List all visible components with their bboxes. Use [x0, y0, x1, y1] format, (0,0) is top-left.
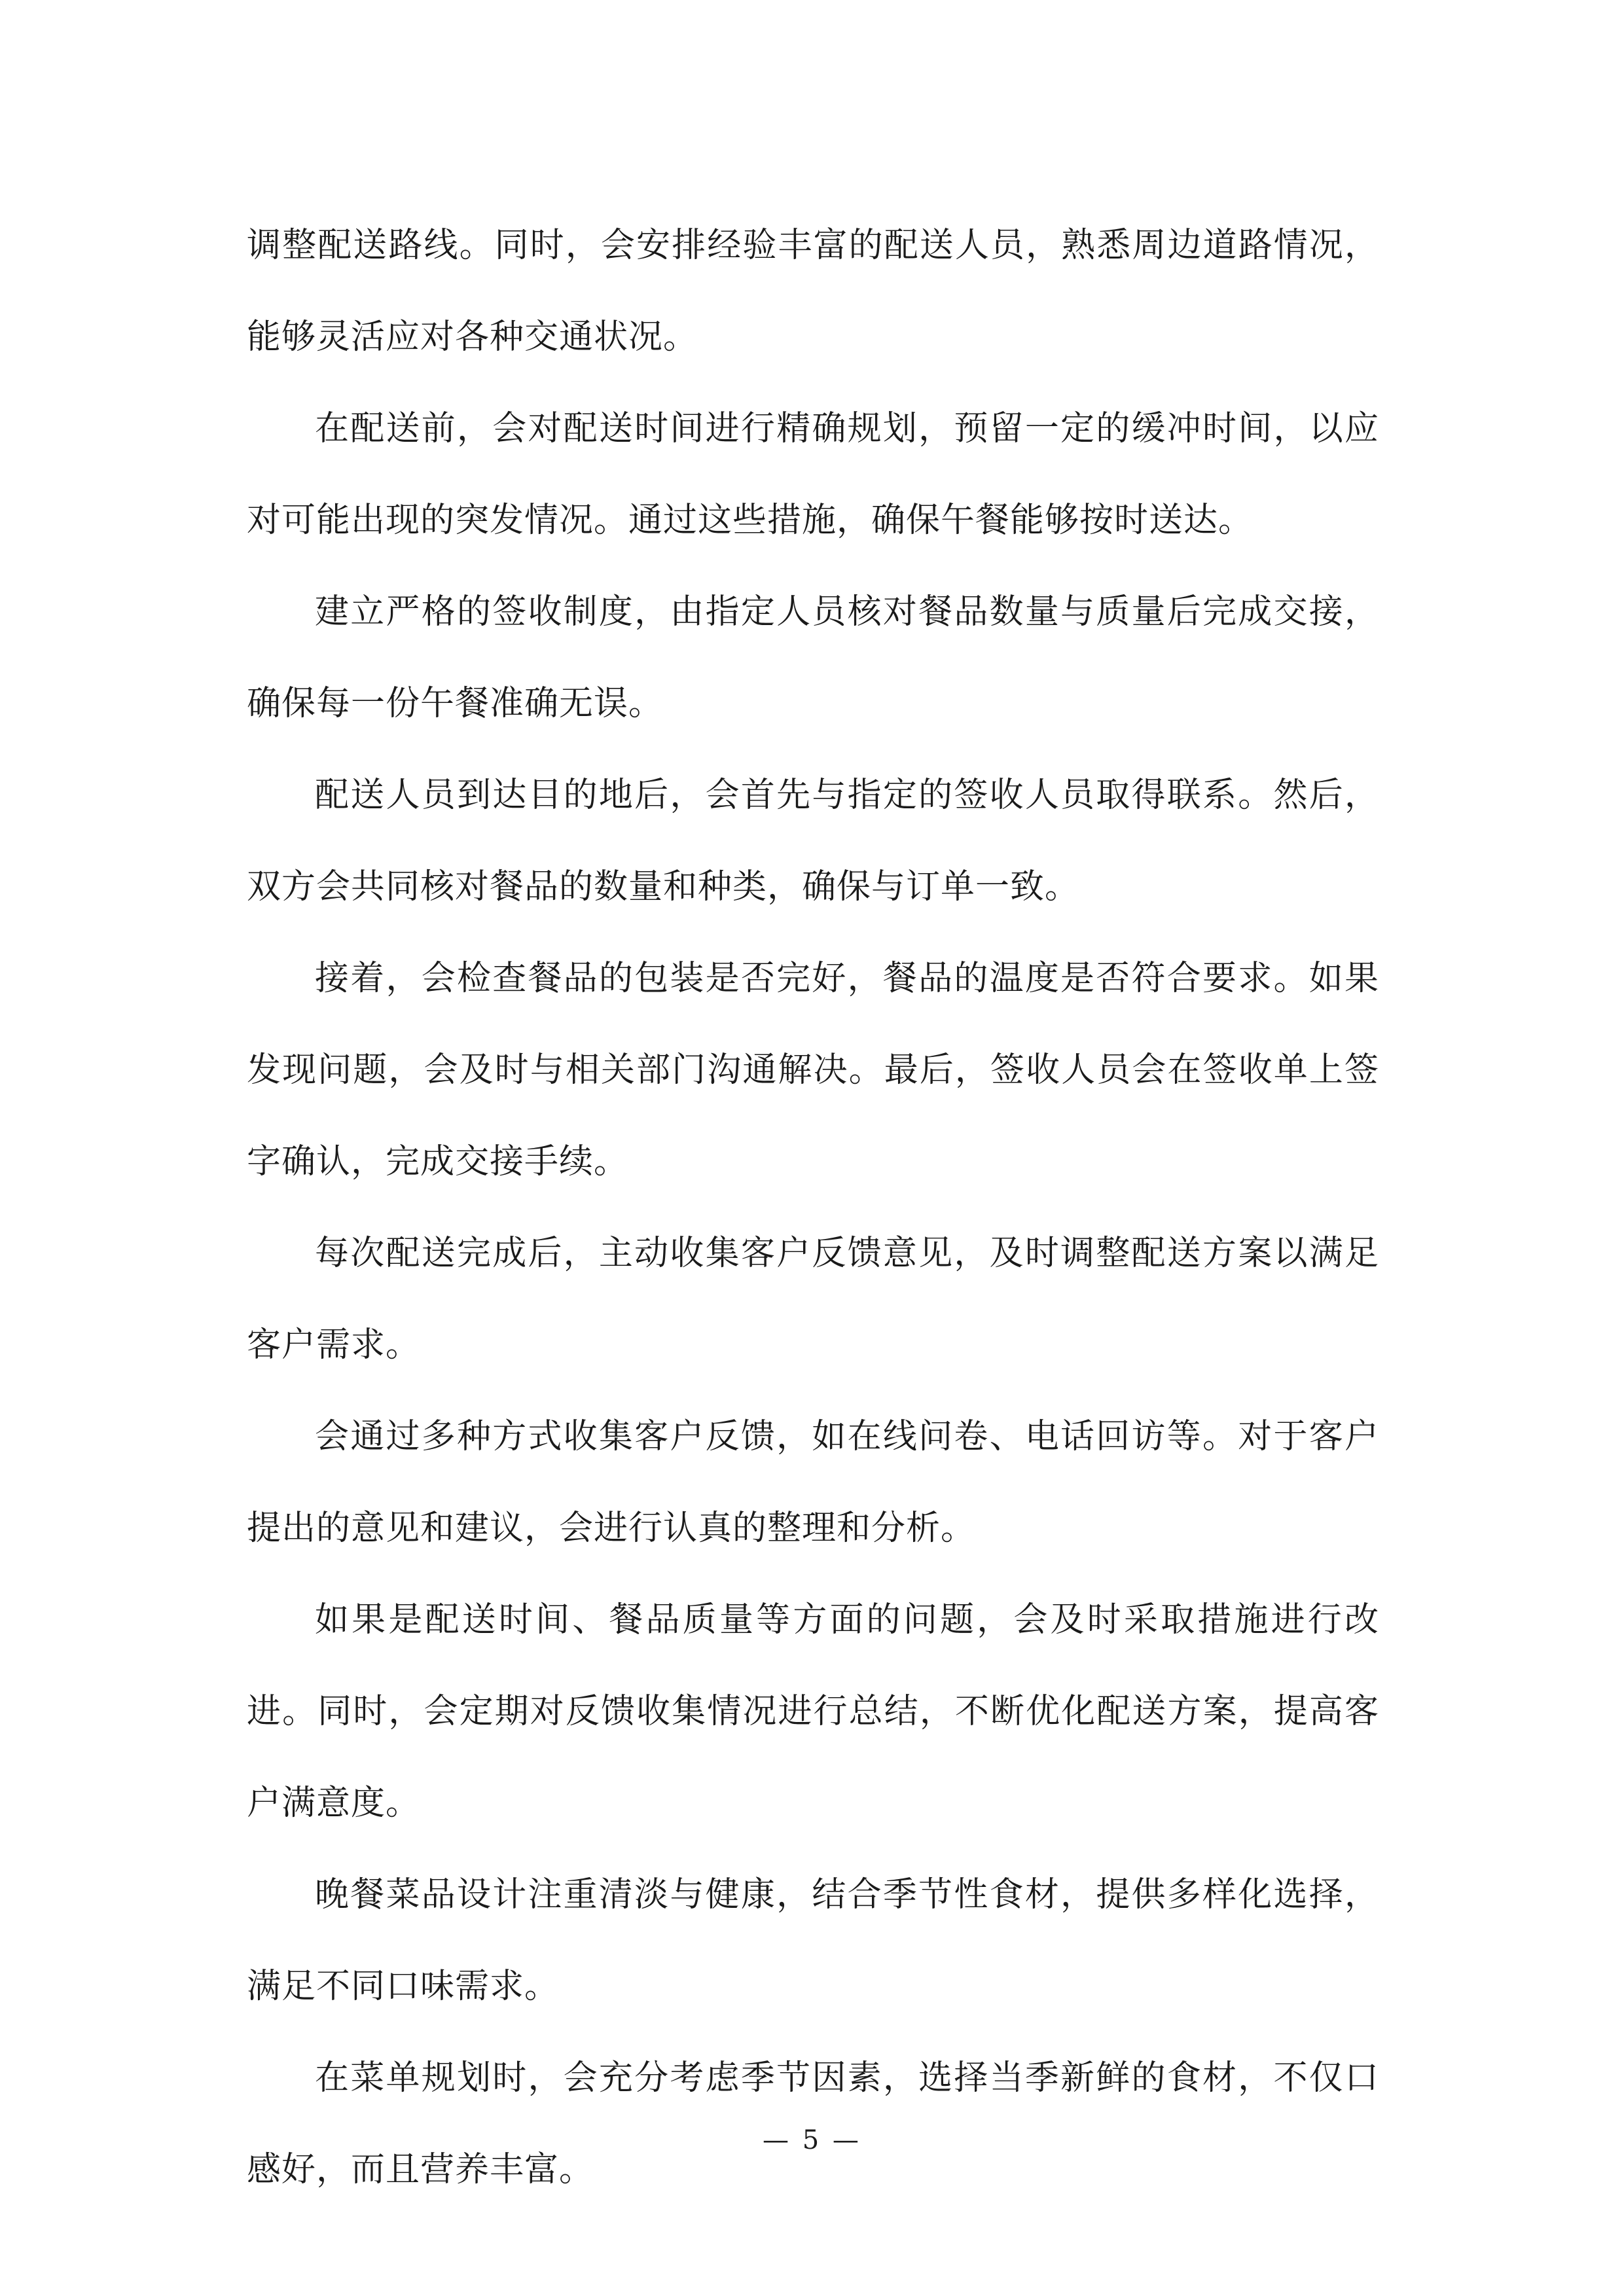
page-number: — 5 —: [763, 2125, 861, 2155]
paragraph-2: 在配送前，会对配送时间进行精确规划，预留一定的缓冲时间，以应对可能出现的突发情况。通过这些措施，确保午餐能够按时送达。: [247, 409, 1379, 540]
paragraph-1: 调整配送路线。同时，会安排经验丰富的配送人员，熟悉周边道路情况，能够灵活应对各种交通状况。: [247, 226, 1379, 357]
paragraph-10: 在菜单规划时，会充分考虑季节因素，选择当季新鲜的食材，不仅口感好，而且营养丰富。: [247, 2058, 1379, 2189]
paragraph-6: 每次配送完成后，主动收集客户反馈意见，及时调整配送方案以满足客户需求。: [247, 1234, 1379, 1365]
paragraph-3: 建立严格的签收制度，由指定人员核对餐品数量与质量后完成交接，确保每一份午餐准确无误。: [247, 592, 1379, 723]
paragraph-7: 会通过多种方式收集客户反馈，如在线问卷、电话回访等。对于客户提出的意见和建议，会进行认真的整理和分析。: [247, 1417, 1379, 1548]
paragraph-5: 接着，会检查餐品的包装是否完好，餐品的温度是否符合要求。如果发现问题，会及时与相关部门沟通解决。最后，签收人员会在签收单上签字确认，完成交接手续。: [247, 959, 1379, 1181]
paragraph-9: 晚餐菜品设计注重清淡与健康，结合季节性食材，提供多样化选择，满足不同口味需求。: [247, 1875, 1379, 2006]
body-text: [247, 200, 1379, 2215]
paragraph-4: 配送人员到达目的地后，会首先与指定的签收人员取得联系。然后，双方会共同核对餐品的数量和种类，确保与订单一致。: [247, 776, 1379, 906]
paragraph-8: 如果是配送时间、餐品质量等方面的问题，会及时采取措施进行改进。同时，会定期对反馈收集情况进行总结，不断优化配送方案，提高客户满意度。: [247, 1600, 1379, 1823]
